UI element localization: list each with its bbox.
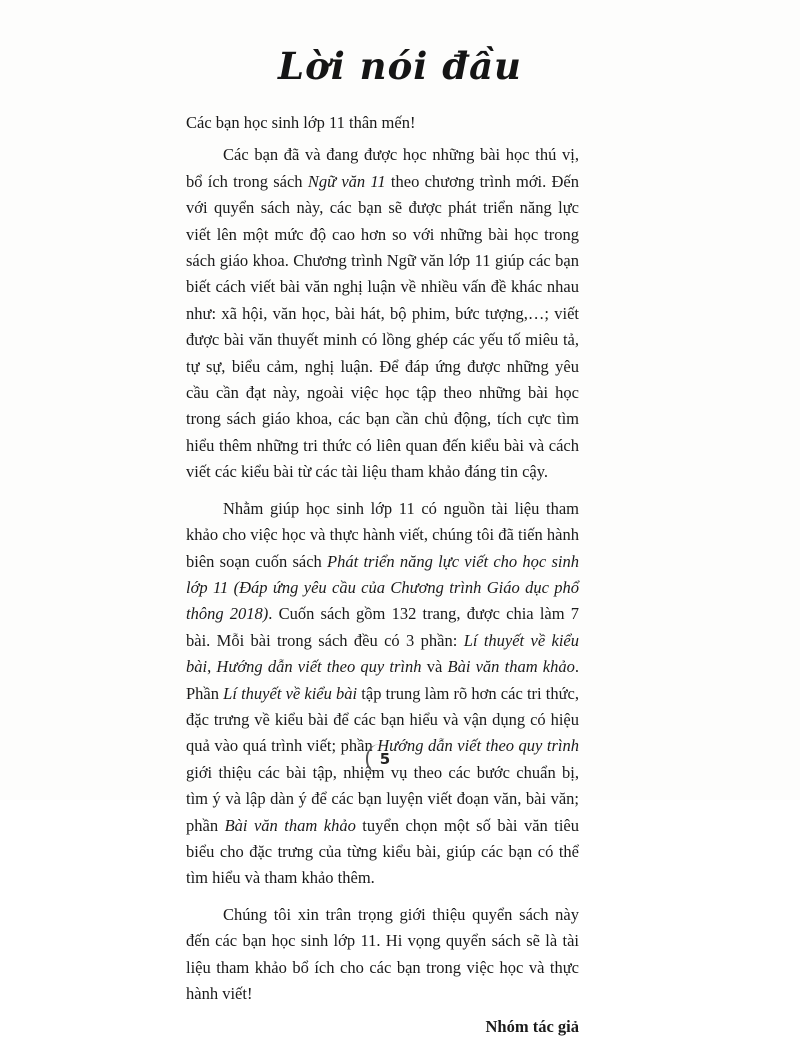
text-run: . Phần — [186, 657, 580, 703]
section-name: Bài văn tham khảo — [447, 657, 575, 677]
text-run: Nhằm giúp học sinh lớp 11 có nguồn tài liệu tham khảo cho việc học và thực hành viết, chúng tôi đã tiến hành biên soạn cuốn sách — [186, 498, 579, 571]
page-title: Lời nói đầu — [278, 44, 522, 88]
text-run: Các bạn đã và đang được học những bài học thú vị, bổ ích trong sách — [186, 145, 579, 191]
paragraph-3: Chúng tôi xin trân trọng giới thiệu quyển sách này đến các bạn học sinh lớp 11. Hi vọng quyển sách sẽ là tài liệu tham khảo bổ ích cho các bạn trong việc học và thực hành viết! — [186, 904, 579, 1003]
text-run: tập trung làm rõ hơn các tri thức, đặc trưng về kiểu bài để các bạn hiểu và vận dụng có hiệu quả vào quá trình viết; phần — [186, 683, 579, 756]
signature: Nhóm tác giả — [485, 1017, 579, 1037]
preface-body — [186, 110, 579, 1041]
text-run: theo chương trình mới. Đến với quyển sách này, các bạn sẽ được phát triển năng lực viết lên một mức độ cao hơn so với những bài học trong sách giáo khoa. Chương trình Ngữ văn lớp 11 giúp các bạn biết cách viết bài văn nghị luận về nhiều vấn đề khác nhau như: xã hội, văn học, bài hát, bộ phim, bức tượng,…; viết được bài văn thuyết minh có lồng ghép các yếu tố miêu tả, tự sự, biểu cảm, nghị luận. Để đáp ứng được những yêu cầu cần đạt này, ngoài việc học tập theo những bài học trong sách giáo khoa, các bạn cần chủ động, tích cực tìm hiểu thêm những tri thức có liên quan đến kiểu bài và cách viết các kiểu bài từ các tài liệu tham khảo đáng tin cậy. — [186, 171, 579, 482]
section-name: Hướng dẫn viết theo quy trình — [216, 657, 422, 677]
section-name: Lí thuyết về kiểu bài — [186, 630, 579, 677]
section-name: Bài văn tham khảo — [224, 815, 356, 835]
text-run: tuyển chọn một số bài văn tiêu biểu cho đặc trưng của từng kiểu bài, giúp các bạn có thể tìm hiểu và tham khảo thêm. — [186, 815, 580, 888]
text-run: giới thiệu các bài tập, nhiệm vụ theo các bước chuẩn bị, tìm ý và lập dàn ý để các bạn luyện viết đoạn văn, bài văn; phần — [186, 762, 579, 835]
book-title: Phát triển năng lực viết cho học sinh lớp 11 (Đáp ứng yêu cầu của Chương trình Giáo dục phổ thông 2018) — [186, 551, 579, 624]
text-run: . Cuốn sách gồm 132 trang, được chia làm 7 bài. Mỗi bài trong sách đều có 3 phần: — [186, 604, 579, 650]
greeting: Các bạn học sinh lớp 11 thân mến! — [186, 113, 416, 132]
paragraph-1 — [186, 142, 579, 485]
section-name: Lí thuyết về kiểu bài — [223, 683, 358, 703]
section-name: Hướng dẫn viết theo quy trình — [377, 736, 579, 756]
text-run: , — [207, 657, 217, 677]
page-number: 5 — [366, 744, 402, 774]
paragraph-2 — [186, 496, 579, 892]
book-title: Ngữ văn 11 — [307, 171, 386, 191]
text-run: và — [421, 657, 448, 677]
